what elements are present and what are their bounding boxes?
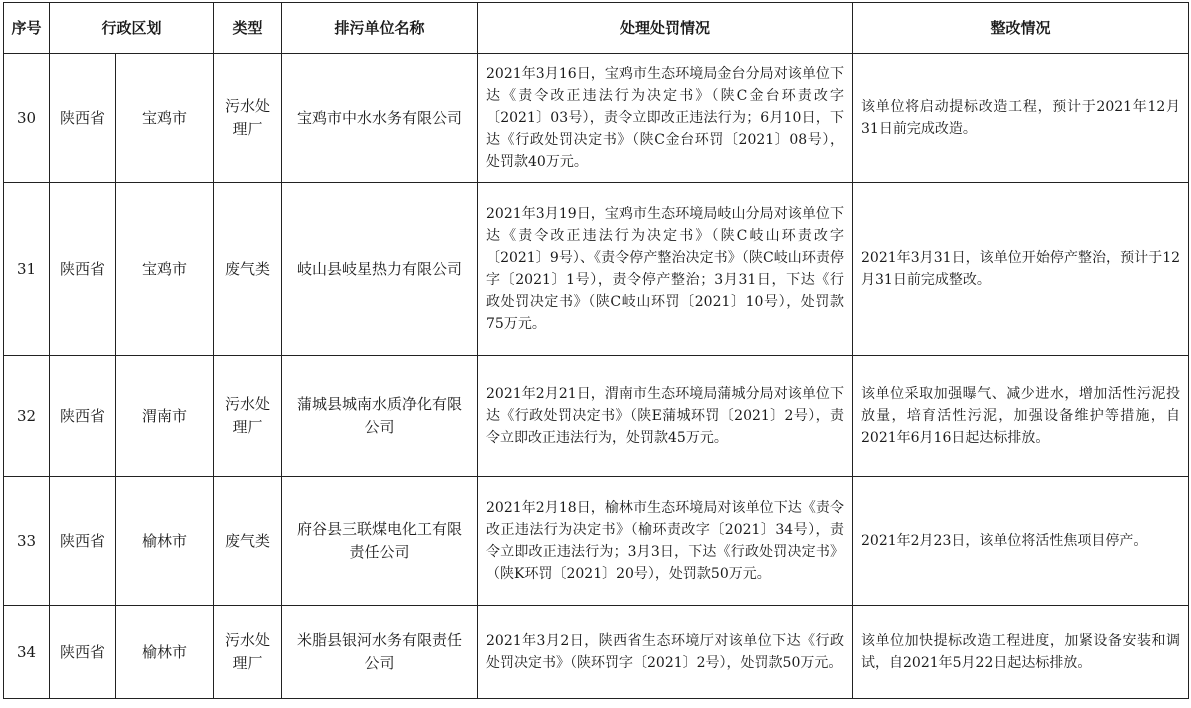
header-region: 行政区划 xyxy=(50,3,214,54)
seq-cell: 30 xyxy=(4,54,50,183)
seq-cell: 33 xyxy=(4,477,50,606)
company-cell: 米脂县银河水务有限责任公司 xyxy=(282,606,478,699)
city-cell: 宝鸡市 xyxy=(116,183,214,356)
penalty-cell: 2021年2月21日，渭南市生态环境局蒲城分局对该单位下达《行政处罚决定书》（陕E蒲城环罚〔2021〕2号），责令立即改正违法行为，处罚款45万元。 xyxy=(478,356,853,477)
company-cell: 府谷县三联煤电化工有限责任公司 xyxy=(282,477,478,606)
header-type: 类型 xyxy=(214,3,282,54)
seq-cell: 34 xyxy=(4,606,50,699)
city-cell: 榆林市 xyxy=(116,477,214,606)
type-cell: 废气类 xyxy=(214,183,282,356)
city-cell: 宝鸡市 xyxy=(116,54,214,183)
table-row xyxy=(4,477,1189,606)
header-company: 排污单位名称 xyxy=(282,3,478,54)
table-row xyxy=(4,183,1189,356)
table-row xyxy=(4,606,1189,699)
penalty-cell: 2021年3月19日，宝鸡市生态环境局岐山分局对该单位下达《责令改正违法行为决定书》（陕C岐山环责改字〔2021〕9号）、《责令停产整治决定书》（陕C岐山环责停字〔2021〕1号），责令停产整治；3月31日，下达《行政处罚决定书》（陕C岐山环罚〔2021〕10号），处罚款75万元。 xyxy=(478,183,853,356)
seq-cell: 32 xyxy=(4,356,50,477)
penalty-cell: 2021年3月16日，宝鸡市生态环境局金台分局对该单位下达《责令改正违法行为决定书》（陕C金台环责改字〔2021〕03号），责令立即改正违法行为；6月10日，下达《行政处罚决定书》（陕C金台环罚〔2021〕08号），处罚款40万元。 xyxy=(478,54,853,183)
rectification-cell: 2021年2月23日，该单位将活性焦项目停产。 xyxy=(853,477,1189,606)
header-seq: 序号 xyxy=(4,3,50,54)
header-penalty: 处理处罚情况 xyxy=(478,3,853,54)
city-cell: 渭南市 xyxy=(116,356,214,477)
header-row xyxy=(4,3,1189,54)
rectification-cell: 该单位将启动提标改造工程，预计于2021年12月31日前完成改造。 xyxy=(853,54,1189,183)
header-rectification: 整改情况 xyxy=(853,3,1189,54)
company-cell: 宝鸡市中水水务有限公司 xyxy=(282,54,478,183)
seq-cell: 31 xyxy=(4,183,50,356)
type-cell: 污水处理厂 xyxy=(214,606,282,699)
province-cell: 陕西省 xyxy=(50,356,116,477)
type-cell: 污水处理厂 xyxy=(214,54,282,183)
table-row xyxy=(4,356,1189,477)
province-cell: 陕西省 xyxy=(50,477,116,606)
type-cell: 污水处理厂 xyxy=(214,356,282,477)
penalty-cell: 2021年3月2日，陕西省生态环境厅对该单位下达《行政处罚决定书》（陕环罚字〔2021〕2号），处罚款50万元。 xyxy=(478,606,853,699)
province-cell: 陕西省 xyxy=(50,54,116,183)
type-cell: 废气类 xyxy=(214,477,282,606)
rectification-cell: 2021年3月31日，该单位开始停产整治，预计于12月31日前完成整改。 xyxy=(853,183,1189,356)
table-row xyxy=(4,54,1189,183)
company-cell: 蒲城县城南水质净化有限公司 xyxy=(282,356,478,477)
city-cell: 榆林市 xyxy=(116,606,214,699)
province-cell: 陕西省 xyxy=(50,606,116,699)
rectification-cell: 该单位加快提标改造工程进度，加紧设备安装和调试，自2021年5月22日起达标排放。 xyxy=(853,606,1189,699)
province-cell: 陕西省 xyxy=(50,183,116,356)
penalty-cell: 2021年2月18日，榆林市生态环境局对该单位下达《责令改正违法行为决定书》（榆环责改字〔2021〕34号），责令立即改正违法行为；3月3日，下达《行政处罚决定书》（陕K环罚〔2021〕20号），处罚款50万元。 xyxy=(478,477,853,606)
penalty-table xyxy=(3,2,1189,699)
company-cell: 岐山县岐星热力有限公司 xyxy=(282,183,478,356)
rectification-cell: 该单位采取加强曝气、减少进水，增加活性污泥投放量，培育活性污泥，加强设备维护等措施，自2021年6月16日起达标排放。 xyxy=(853,356,1189,477)
